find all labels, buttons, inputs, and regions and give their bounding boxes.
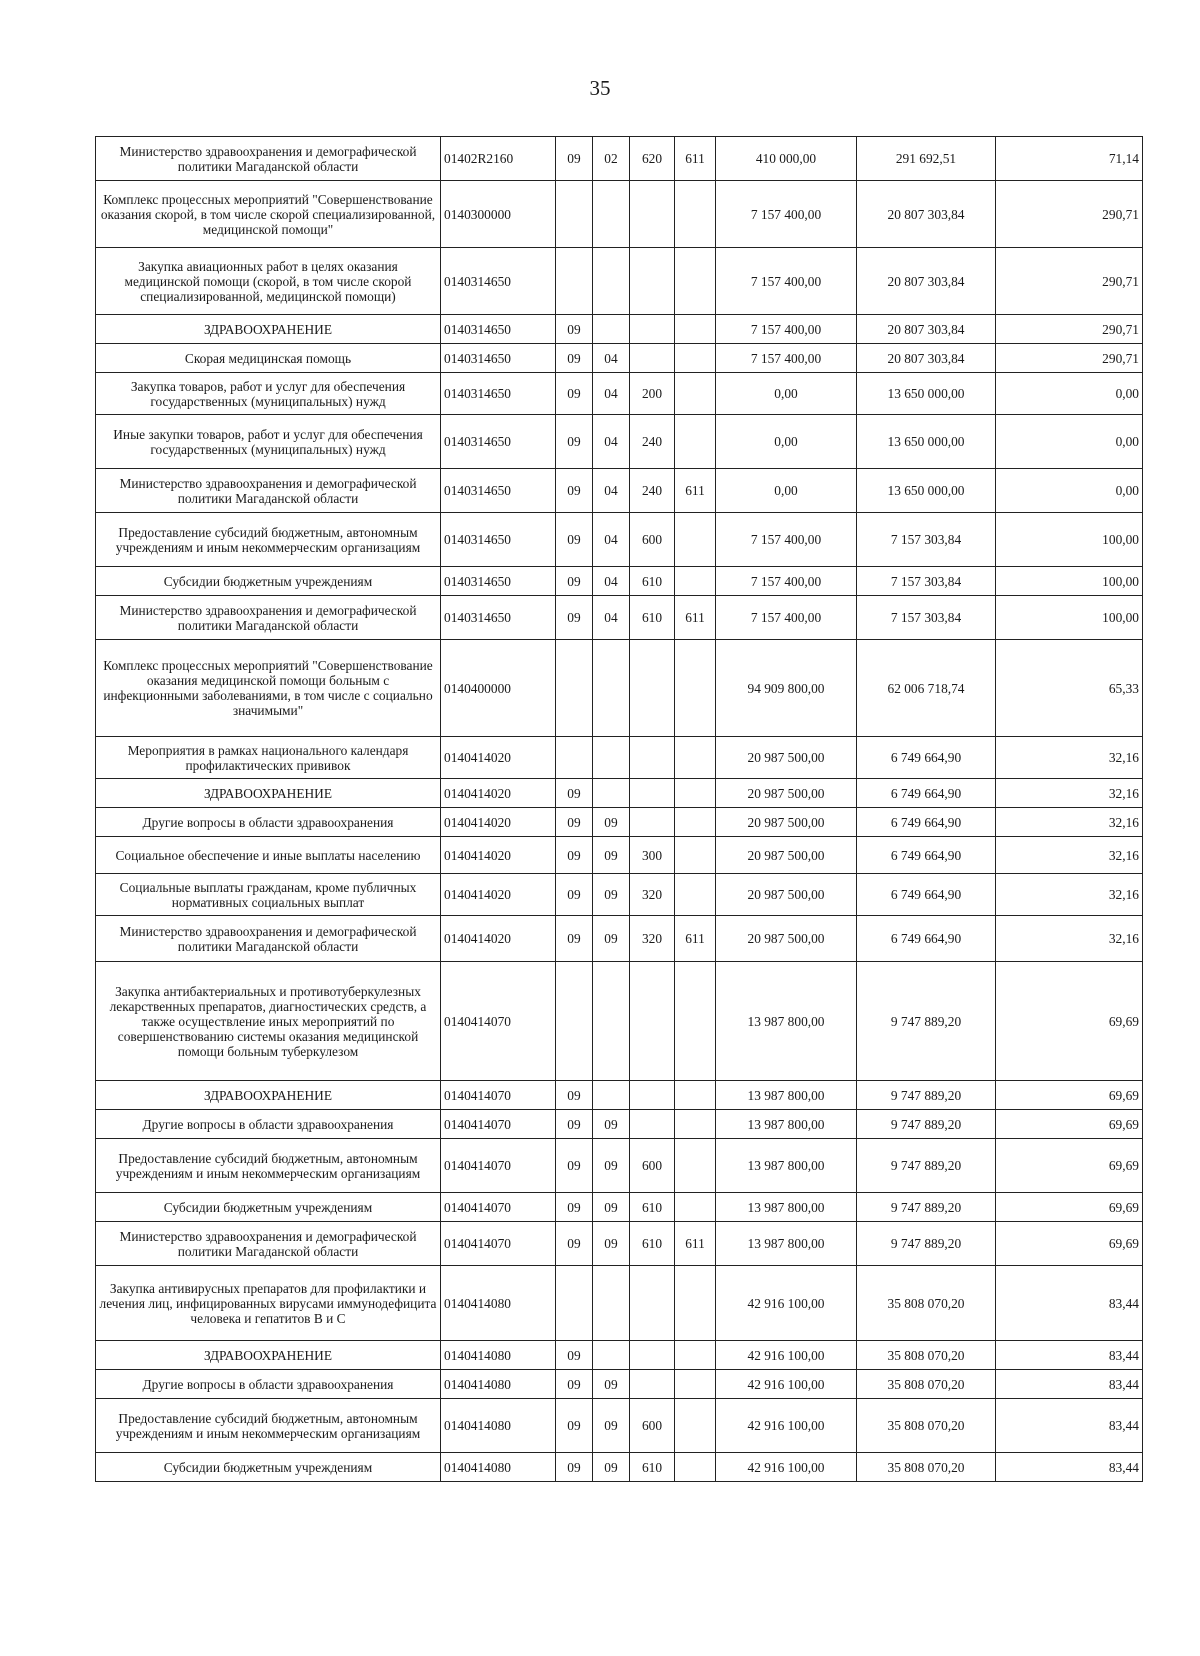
row-percent-cell: 69,69 xyxy=(996,1222,1143,1266)
table-row xyxy=(96,248,1143,315)
row-name-cell: Мероприятия в рамках национального календаря профилактических прививок xyxy=(96,737,441,779)
row-subsection-cell: 09 xyxy=(593,1370,630,1399)
row-percent-cell: 69,69 xyxy=(996,1110,1143,1139)
row-fact-cell: 9 747 889,20 xyxy=(857,1139,996,1193)
row-expense-type-cell: 620 xyxy=(630,137,675,181)
row-name-cell: Комплекс процессных мероприятий "Совершенствование оказания скорой, в том числе скорой специализированной, медицинской помощи" xyxy=(96,181,441,248)
row-fact-cell: 6 749 664,90 xyxy=(857,837,996,874)
row-fact-cell: 7 157 303,84 xyxy=(857,596,996,640)
row-section-cell: 09 xyxy=(556,1399,593,1453)
row-plan-cell: 42 916 100,00 xyxy=(716,1266,857,1341)
row-percent-cell: 32,16 xyxy=(996,808,1143,837)
row-grbs-cell: 611 xyxy=(675,916,716,962)
row-name-cell: Предоставление субсидий бюджетным, автономным учреждениям и иным некоммерческим организациям xyxy=(96,1399,441,1453)
row-percent-cell: 32,16 xyxy=(996,837,1143,874)
table-row xyxy=(96,1266,1143,1341)
row-subsection-cell xyxy=(593,962,630,1081)
row-code-cell: 0140314650 xyxy=(441,248,556,315)
row-name-cell: Предоставление субсидий бюджетным, автономным учреждениям и иным некоммерческим организациям xyxy=(96,513,441,567)
row-name-cell: Министерство здравоохранения и демографической политики Магаданской области xyxy=(96,916,441,962)
row-subsection-cell xyxy=(593,1081,630,1110)
row-subsection-cell xyxy=(593,640,630,737)
row-fact-cell: 13 650 000,00 xyxy=(857,415,996,469)
row-subsection-cell xyxy=(593,181,630,248)
row-subsection-cell: 09 xyxy=(593,1399,630,1453)
row-grbs-cell xyxy=(675,567,716,596)
row-section-cell: 09 xyxy=(556,1453,593,1482)
row-grbs-cell xyxy=(675,779,716,808)
row-subsection-cell: 04 xyxy=(593,567,630,596)
row-grbs-cell xyxy=(675,1341,716,1370)
row-grbs-cell xyxy=(675,1453,716,1482)
row-name-cell: Социальные выплаты гражданам, кроме публичных нормативных социальных выплат xyxy=(96,874,441,916)
row-code-cell: 0140314650 xyxy=(441,596,556,640)
row-plan-cell: 42 916 100,00 xyxy=(716,1399,857,1453)
row-grbs-cell xyxy=(675,315,716,344)
row-name-cell: Скорая медицинская помощь xyxy=(96,344,441,373)
row-code-cell: 0140414080 xyxy=(441,1370,556,1399)
table-row xyxy=(96,916,1143,962)
table-row xyxy=(96,513,1143,567)
row-expense-type-cell: 600 xyxy=(630,1399,675,1453)
row-subsection-cell: 04 xyxy=(593,469,630,513)
row-percent-cell: 83,44 xyxy=(996,1453,1143,1482)
row-expense-type-cell: 240 xyxy=(630,469,675,513)
row-section-cell: 09 xyxy=(556,1139,593,1193)
row-section-cell: 09 xyxy=(556,596,593,640)
row-grbs-cell xyxy=(675,1266,716,1341)
row-expense-type-cell: 320 xyxy=(630,874,675,916)
row-section-cell: 09 xyxy=(556,1110,593,1139)
row-section-cell: 09 xyxy=(556,415,593,469)
row-expense-type-cell xyxy=(630,640,675,737)
row-grbs-cell: 611 xyxy=(675,1222,716,1266)
row-plan-cell: 7 157 400,00 xyxy=(716,567,857,596)
row-grbs-cell xyxy=(675,415,716,469)
row-plan-cell: 42 916 100,00 xyxy=(716,1453,857,1482)
row-code-cell: 0140414020 xyxy=(441,837,556,874)
row-fact-cell: 35 808 070,20 xyxy=(857,1399,996,1453)
row-expense-type-cell: 300 xyxy=(630,837,675,874)
row-grbs-cell xyxy=(675,1370,716,1399)
table-row xyxy=(96,1081,1143,1110)
row-plan-cell: 13 987 800,00 xyxy=(716,1193,857,1222)
budget-table xyxy=(95,136,1143,1482)
row-percent-cell: 83,44 xyxy=(996,1266,1143,1341)
row-code-cell: 0140314650 xyxy=(441,567,556,596)
row-subsection-cell: 09 xyxy=(593,916,630,962)
row-fact-cell: 6 749 664,90 xyxy=(857,916,996,962)
row-plan-cell: 20 987 500,00 xyxy=(716,737,857,779)
row-grbs-cell xyxy=(675,344,716,373)
table-row xyxy=(96,567,1143,596)
row-code-cell: 0140414080 xyxy=(441,1341,556,1370)
table-row xyxy=(96,1110,1143,1139)
row-code-cell: 0140414020 xyxy=(441,808,556,837)
row-plan-cell: 13 987 800,00 xyxy=(716,962,857,1081)
row-fact-cell: 9 747 889,20 xyxy=(857,1081,996,1110)
row-name-cell: ЗДРАВООХРАНЕНИЕ xyxy=(96,315,441,344)
row-name-cell: Иные закупки товаров, работ и услуг для обеспечения государственных (муниципальных) нужд xyxy=(96,415,441,469)
row-fact-cell: 9 747 889,20 xyxy=(857,962,996,1081)
row-code-cell: 01402R2160 xyxy=(441,137,556,181)
row-plan-cell: 13 987 800,00 xyxy=(716,1110,857,1139)
row-percent-cell: 32,16 xyxy=(996,737,1143,779)
row-percent-cell: 32,16 xyxy=(996,916,1143,962)
table-row xyxy=(96,315,1143,344)
row-name-cell: Другие вопросы в области здравоохранения xyxy=(96,1370,441,1399)
row-code-cell: 0140414080 xyxy=(441,1453,556,1482)
row-fact-cell: 291 692,51 xyxy=(857,137,996,181)
row-code-cell: 0140414020 xyxy=(441,874,556,916)
row-section-cell: 09 xyxy=(556,779,593,808)
row-expense-type-cell xyxy=(630,1110,675,1139)
row-name-cell: Комплекс процессных мероприятий "Совершенствование оказания медицинской помощи больным с инфекционными заболеваниями, в том числе с социально значимыми" xyxy=(96,640,441,737)
row-name-cell: Субсидии бюджетным учреждениям xyxy=(96,1453,441,1482)
row-plan-cell: 13 987 800,00 xyxy=(716,1081,857,1110)
row-fact-cell: 9 747 889,20 xyxy=(857,1110,996,1139)
budget-table-body xyxy=(96,137,1143,1482)
row-plan-cell: 7 157 400,00 xyxy=(716,315,857,344)
page-number: 35 xyxy=(589,76,611,100)
row-section-cell xyxy=(556,640,593,737)
row-subsection-cell: 04 xyxy=(593,415,630,469)
row-code-cell: 0140414070 xyxy=(441,1193,556,1222)
row-percent-cell: 100,00 xyxy=(996,567,1143,596)
row-subsection-cell: 04 xyxy=(593,344,630,373)
row-section-cell xyxy=(556,962,593,1081)
row-code-cell: 0140414070 xyxy=(441,962,556,1081)
row-fact-cell: 6 749 664,90 xyxy=(857,874,996,916)
row-code-cell: 0140300000 xyxy=(441,181,556,248)
row-code-cell: 0140414080 xyxy=(441,1399,556,1453)
table-row xyxy=(96,1139,1143,1193)
row-name-cell: Министерство здравоохранения и демографической политики Магаданской области xyxy=(96,469,441,513)
row-grbs-cell: 611 xyxy=(675,596,716,640)
row-grbs-cell xyxy=(675,373,716,415)
row-expense-type-cell: 610 xyxy=(630,1222,675,1266)
row-section-cell: 09 xyxy=(556,373,593,415)
row-name-cell: Министерство здравоохранения и демографической политики Магаданской области xyxy=(96,596,441,640)
row-fact-cell: 20 807 303,84 xyxy=(857,181,996,248)
row-grbs-cell xyxy=(675,737,716,779)
row-section-cell: 09 xyxy=(556,344,593,373)
row-name-cell: Социальное обеспечение и иные выплаты населению xyxy=(96,837,441,874)
row-percent-cell: 100,00 xyxy=(996,596,1143,640)
row-plan-cell: 42 916 100,00 xyxy=(716,1370,857,1399)
row-expense-type-cell: 610 xyxy=(630,1193,675,1222)
row-expense-type-cell xyxy=(630,779,675,808)
row-percent-cell: 83,44 xyxy=(996,1370,1143,1399)
row-grbs-cell xyxy=(675,640,716,737)
row-subsection-cell: 04 xyxy=(593,513,630,567)
row-plan-cell: 7 157 400,00 xyxy=(716,181,857,248)
row-section-cell xyxy=(556,248,593,315)
row-section-cell: 09 xyxy=(556,1081,593,1110)
row-expense-type-cell: 610 xyxy=(630,1453,675,1482)
row-expense-type-cell xyxy=(630,962,675,1081)
table-row xyxy=(96,137,1143,181)
row-percent-cell: 65,33 xyxy=(996,640,1143,737)
row-expense-type-cell: 610 xyxy=(630,567,675,596)
row-percent-cell: 0,00 xyxy=(996,415,1143,469)
row-plan-cell: 42 916 100,00 xyxy=(716,1341,857,1370)
row-subsection-cell xyxy=(593,779,630,808)
row-percent-cell: 69,69 xyxy=(996,1139,1143,1193)
row-grbs-cell xyxy=(675,837,716,874)
row-expense-type-cell xyxy=(630,737,675,779)
row-expense-type-cell xyxy=(630,344,675,373)
row-fact-cell: 35 808 070,20 xyxy=(857,1453,996,1482)
row-code-cell: 0140314650 xyxy=(441,344,556,373)
row-expense-type-cell xyxy=(630,248,675,315)
row-expense-type-cell: 200 xyxy=(630,373,675,415)
row-grbs-cell xyxy=(675,808,716,837)
row-grbs-cell xyxy=(675,1399,716,1453)
table-row xyxy=(96,837,1143,874)
row-name-cell: Закупка товаров, работ и услуг для обеспечения государственных (муниципальных) нужд xyxy=(96,373,441,415)
table-row xyxy=(96,1341,1143,1370)
row-name-cell: ЗДРАВООХРАНЕНИЕ xyxy=(96,1341,441,1370)
row-plan-cell: 20 987 500,00 xyxy=(716,808,857,837)
row-percent-cell: 32,16 xyxy=(996,779,1143,808)
row-expense-type-cell: 320 xyxy=(630,916,675,962)
table-row xyxy=(96,808,1143,837)
table-row xyxy=(96,1370,1143,1399)
table-row xyxy=(96,640,1143,737)
row-fact-cell: 7 157 303,84 xyxy=(857,567,996,596)
row-plan-cell: 0,00 xyxy=(716,415,857,469)
row-plan-cell: 94 909 800,00 xyxy=(716,640,857,737)
row-code-cell: 0140414020 xyxy=(441,779,556,808)
table-row xyxy=(96,596,1143,640)
table-row xyxy=(96,469,1143,513)
row-fact-cell: 20 807 303,84 xyxy=(857,344,996,373)
table-row xyxy=(96,1193,1143,1222)
row-expense-type-cell xyxy=(630,808,675,837)
row-percent-cell: 290,71 xyxy=(996,315,1143,344)
row-plan-cell: 13 987 800,00 xyxy=(716,1139,857,1193)
row-fact-cell: 13 650 000,00 xyxy=(857,373,996,415)
row-percent-cell: 69,69 xyxy=(996,1081,1143,1110)
table-row xyxy=(96,779,1143,808)
row-code-cell: 0140400000 xyxy=(441,640,556,737)
row-section-cell: 09 xyxy=(556,808,593,837)
row-name-cell: Другие вопросы в области здравоохранения xyxy=(96,808,441,837)
row-percent-cell: 290,71 xyxy=(996,248,1143,315)
row-subsection-cell: 09 xyxy=(593,1453,630,1482)
table-row xyxy=(96,737,1143,779)
row-section-cell xyxy=(556,1266,593,1341)
row-grbs-cell: 611 xyxy=(675,469,716,513)
row-code-cell: 0140414070 xyxy=(441,1139,556,1193)
row-percent-cell: 0,00 xyxy=(996,373,1143,415)
row-fact-cell: 9 747 889,20 xyxy=(857,1193,996,1222)
row-percent-cell: 71,14 xyxy=(996,137,1143,181)
row-code-cell: 0140414070 xyxy=(441,1110,556,1139)
row-expense-type-cell xyxy=(630,1081,675,1110)
row-section-cell: 09 xyxy=(556,315,593,344)
row-code-cell: 0140314650 xyxy=(441,469,556,513)
row-fact-cell: 13 650 000,00 xyxy=(857,469,996,513)
row-name-cell: Министерство здравоохранения и демографической политики Магаданской области xyxy=(96,1222,441,1266)
row-code-cell: 0140414080 xyxy=(441,1266,556,1341)
table-row xyxy=(96,1453,1143,1482)
row-expense-type-cell: 240 xyxy=(630,415,675,469)
row-subsection-cell xyxy=(593,1266,630,1341)
row-section-cell: 09 xyxy=(556,567,593,596)
row-section-cell: 09 xyxy=(556,874,593,916)
row-percent-cell: 290,71 xyxy=(996,181,1143,248)
row-plan-cell: 20 987 500,00 xyxy=(716,874,857,916)
row-fact-cell: 9 747 889,20 xyxy=(857,1222,996,1266)
row-expense-type-cell xyxy=(630,1370,675,1399)
row-name-cell: Закупка антивирусных препаратов для профилактики и лечения лиц, инфицированных вирусами иммунодефицита человека и гепатитов В и С xyxy=(96,1266,441,1341)
row-grbs-cell xyxy=(675,1193,716,1222)
table-row xyxy=(96,181,1143,248)
row-percent-cell: 83,44 xyxy=(996,1341,1143,1370)
row-section-cell: 09 xyxy=(556,837,593,874)
row-plan-cell: 7 157 400,00 xyxy=(716,513,857,567)
row-name-cell: Закупка авиационных работ в целях оказания медицинской помощи (скорой, в том числе скорой специализированной, медицинской помощи) xyxy=(96,248,441,315)
row-plan-cell: 7 157 400,00 xyxy=(716,248,857,315)
row-plan-cell: 20 987 500,00 xyxy=(716,916,857,962)
row-fact-cell: 20 807 303,84 xyxy=(857,315,996,344)
row-section-cell: 09 xyxy=(556,1370,593,1399)
row-expense-type-cell: 600 xyxy=(630,1139,675,1193)
table-row xyxy=(96,1399,1143,1453)
row-section-cell: 09 xyxy=(556,469,593,513)
row-subsection-cell: 09 xyxy=(593,1222,630,1266)
row-expense-type-cell: 610 xyxy=(630,596,675,640)
row-grbs-cell xyxy=(675,513,716,567)
row-grbs-cell xyxy=(675,1110,716,1139)
row-expense-type-cell: 600 xyxy=(630,513,675,567)
row-code-cell: 0140314650 xyxy=(441,415,556,469)
row-subsection-cell: 09 xyxy=(593,1139,630,1193)
row-name-cell: Министерство здравоохранения и демографической политики Магаданской области xyxy=(96,137,441,181)
row-section-cell: 09 xyxy=(556,137,593,181)
row-percent-cell: 100,00 xyxy=(996,513,1143,567)
row-expense-type-cell xyxy=(630,1341,675,1370)
row-plan-cell: 7 157 400,00 xyxy=(716,596,857,640)
row-code-cell: 0140414070 xyxy=(441,1222,556,1266)
row-percent-cell: 83,44 xyxy=(996,1399,1143,1453)
row-name-cell: ЗДРАВООХРАНЕНИЕ xyxy=(96,1081,441,1110)
table-row xyxy=(96,344,1143,373)
row-plan-cell: 20 987 500,00 xyxy=(716,779,857,808)
row-fact-cell: 62 006 718,74 xyxy=(857,640,996,737)
row-fact-cell: 35 808 070,20 xyxy=(857,1370,996,1399)
table-row xyxy=(96,415,1143,469)
row-plan-cell: 13 987 800,00 xyxy=(716,1222,857,1266)
row-expense-type-cell xyxy=(630,181,675,248)
row-subsection-cell: 09 xyxy=(593,874,630,916)
row-fact-cell: 35 808 070,20 xyxy=(857,1341,996,1370)
row-name-cell: Субсидии бюджетным учреждениям xyxy=(96,1193,441,1222)
row-plan-cell: 7 157 400,00 xyxy=(716,344,857,373)
row-plan-cell: 0,00 xyxy=(716,373,857,415)
row-percent-cell: 69,69 xyxy=(996,962,1143,1081)
row-code-cell: 0140314650 xyxy=(441,513,556,567)
row-percent-cell: 0,00 xyxy=(996,469,1143,513)
row-grbs-cell xyxy=(675,962,716,1081)
row-section-cell: 09 xyxy=(556,1222,593,1266)
row-subsection-cell xyxy=(593,737,630,779)
row-subsection-cell: 09 xyxy=(593,1193,630,1222)
row-subsection-cell xyxy=(593,1341,630,1370)
row-expense-type-cell xyxy=(630,1266,675,1341)
row-grbs-cell xyxy=(675,1081,716,1110)
row-fact-cell: 7 157 303,84 xyxy=(857,513,996,567)
row-grbs-cell xyxy=(675,181,716,248)
row-name-cell: Другие вопросы в области здравоохранения xyxy=(96,1110,441,1139)
row-subsection-cell: 04 xyxy=(593,373,630,415)
row-name-cell: Субсидии бюджетным учреждениям xyxy=(96,567,441,596)
row-subsection-cell: 09 xyxy=(593,1110,630,1139)
row-percent-cell: 69,69 xyxy=(996,1193,1143,1222)
row-code-cell: 0140314650 xyxy=(441,373,556,415)
table-row xyxy=(96,874,1143,916)
row-fact-cell: 6 749 664,90 xyxy=(857,808,996,837)
row-fact-cell: 6 749 664,90 xyxy=(857,779,996,808)
row-fact-cell: 20 807 303,84 xyxy=(857,248,996,315)
row-code-cell: 0140414070 xyxy=(441,1081,556,1110)
row-subsection-cell xyxy=(593,315,630,344)
table-row xyxy=(96,373,1143,415)
row-plan-cell: 410 000,00 xyxy=(716,137,857,181)
row-grbs-cell xyxy=(675,1139,716,1193)
row-section-cell: 09 xyxy=(556,916,593,962)
row-name-cell: ЗДРАВООХРАНЕНИЕ xyxy=(96,779,441,808)
row-percent-cell: 290,71 xyxy=(996,344,1143,373)
row-subsection-cell: 09 xyxy=(593,808,630,837)
row-fact-cell: 6 749 664,90 xyxy=(857,737,996,779)
row-grbs-cell: 611 xyxy=(675,137,716,181)
row-section-cell xyxy=(556,181,593,248)
row-grbs-cell xyxy=(675,248,716,315)
row-code-cell: 0140414020 xyxy=(441,916,556,962)
row-section-cell: 09 xyxy=(556,1341,593,1370)
row-grbs-cell xyxy=(675,874,716,916)
row-code-cell: 0140314650 xyxy=(441,315,556,344)
row-section-cell: 09 xyxy=(556,1193,593,1222)
row-subsection-cell: 04 xyxy=(593,596,630,640)
row-name-cell: Закупка антибактериальных и противотуберкулезных лекарственных препаратов, диагностических средств, а также осуществление иных мероприятий по совершенствованию системы оказания медицинской помощи больным туберкулезом xyxy=(96,962,441,1081)
row-plan-cell: 0,00 xyxy=(716,469,857,513)
row-subsection-cell: 02 xyxy=(593,137,630,181)
row-section-cell xyxy=(556,737,593,779)
row-percent-cell: 32,16 xyxy=(996,874,1143,916)
row-fact-cell: 35 808 070,20 xyxy=(857,1266,996,1341)
row-section-cell: 09 xyxy=(556,513,593,567)
row-code-cell: 0140414020 xyxy=(441,737,556,779)
row-name-cell: Предоставление субсидий бюджетным, автономным учреждениям и иным некоммерческим организациям xyxy=(96,1139,441,1193)
table-row xyxy=(96,1222,1143,1266)
row-subsection-cell xyxy=(593,248,630,315)
row-subsection-cell: 09 xyxy=(593,837,630,874)
table-row xyxy=(96,962,1143,1081)
row-expense-type-cell xyxy=(630,315,675,344)
row-plan-cell: 20 987 500,00 xyxy=(716,837,857,874)
